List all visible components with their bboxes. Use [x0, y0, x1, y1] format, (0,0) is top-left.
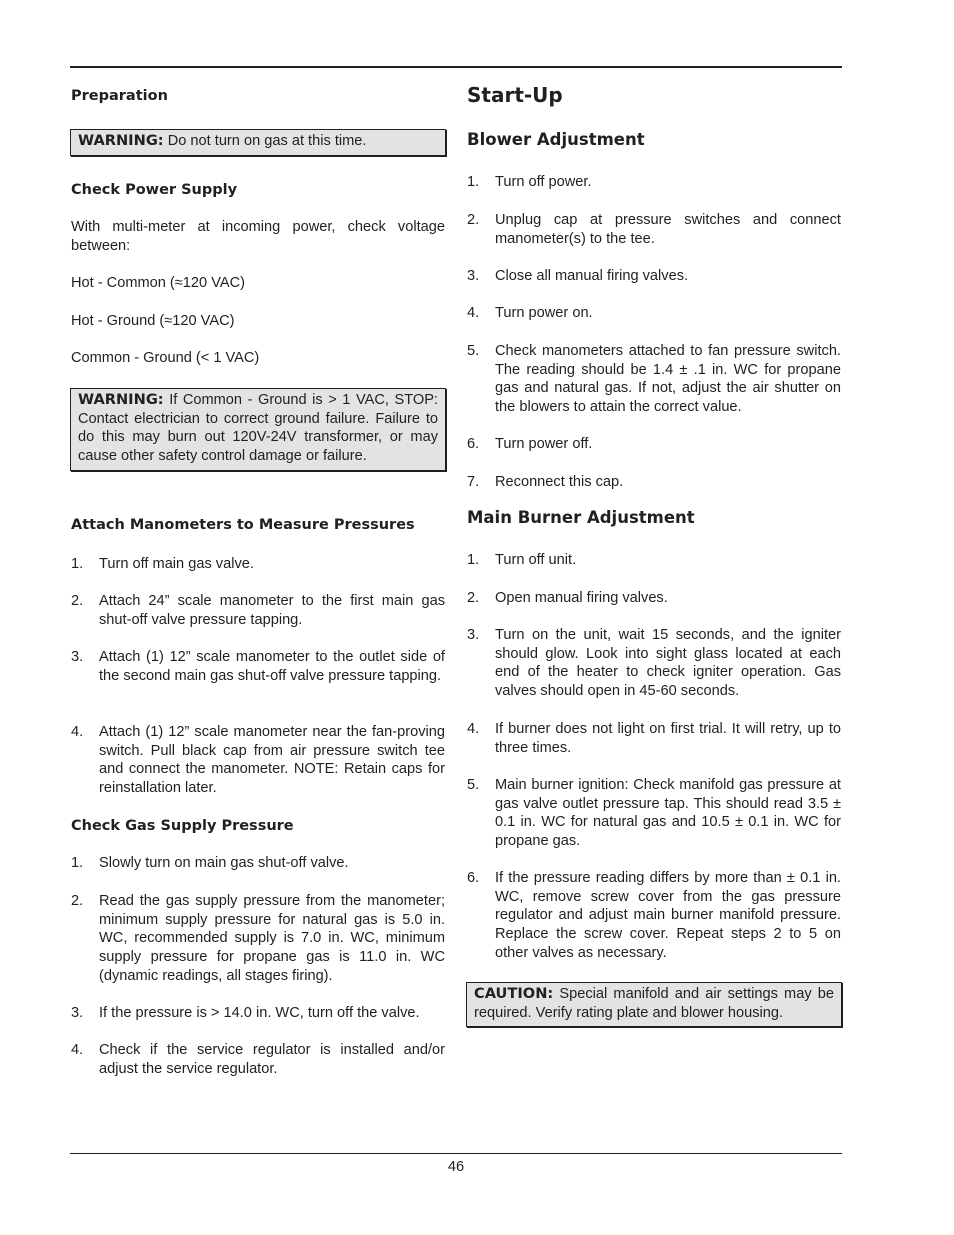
list-item: 1. Turn off main gas valve. — [71, 556, 254, 572]
list-item: 1. Turn off power. — [467, 174, 592, 190]
warning-label: WARNING: — [78, 132, 164, 149]
list-item: 5. Main burner ignition: Check manifold gas pressure at gas valve outlet pressure tap. This should read 3.5 ± 0.1 in. WC for natural gas and 10.5 ± 0.1 in. WC for propane gas. — [467, 777, 841, 850]
voltage-line: Hot - Ground (≈120 VAC) — [71, 313, 235, 329]
check-power-heading: Check Power Supply — [71, 182, 238, 198]
bottom-rule — [70, 1153, 842, 1154]
list-item: 6. If the pressure reading differs by more than ± 0.1 in. WC, remove screw cover from the gas pressure regulator and adjust main burner manifold pressure. Replace the screw cover. Repeat steps 2 to 5 on other valves as necessary. — [467, 870, 841, 961]
voltage-line: Hot - Common (≈120 VAC) — [71, 275, 245, 291]
list-item: 2. Open manual firing valves. — [467, 590, 668, 606]
top-rule — [70, 66, 842, 68]
list-item: 3. Close all manual firing valves. — [467, 268, 689, 284]
blower-heading: Blower Adjustment — [467, 130, 645, 149]
list-item: 3. If the pressure is > 14.0 in. WC, turn off the valve. — [71, 1005, 420, 1021]
list-item: 6. Turn power off. — [467, 436, 593, 452]
caution-box — [466, 982, 842, 1027]
warning-text: If Common - Ground is > 1 VAC, STOP: Contact electrician to correct ground failure. Failure to do this may burn out 120V-24V transformer, or may cause other safety control damage or failure. — [78, 392, 438, 465]
list-item: 1. Turn off unit. — [467, 552, 577, 568]
list-item: 4. Turn power on. — [467, 305, 593, 321]
gas-supply-heading: Check Gas Supply Pressure — [71, 818, 294, 834]
warning-label: WARNING: — [78, 391, 164, 408]
list-item: 2. Read the gas supply pressure from the manometer; minimum supply pressure for natural gas is 5.0 in. WC, recommended supply is 7.0 in. WC, minimum supply pressure for propane gas is 11.0 in. WC (dynamic readings, all stages firing). — [71, 893, 445, 984]
burner-heading: Main Burner Adjustment — [467, 508, 695, 527]
list-item: 3. Attach (1) 12” scale manometer to the outlet side of the second main gas shut-off valve pressure tapping. — [71, 649, 445, 684]
warning-text: Do not turn on gas at this time. — [163, 133, 367, 149]
list-item: 1. Slowly turn on main gas shut-off valve. — [71, 855, 349, 871]
list-item: 5. Check manometers attached to fan pressure switch. The reading should be 1.4 ± .1 in. WC for propane gas and natural gas. If not, adjust the air shutter on the blowers to attain the correct value. — [467, 343, 841, 416]
manometers-heading: Attach Manometers to Measure Pressures — [71, 517, 415, 533]
list-item: 2. Unplug cap at pressure switches and connect manometer(s) to the tee. — [467, 212, 841, 247]
list-item: 4. If burner does not light on first trial. It will retry, up to three times. — [467, 721, 841, 756]
caution-label: CAUTION: — [474, 985, 554, 1002]
warning-box-ground — [70, 388, 446, 471]
check-power-intro: With multi-meter at incoming power, check voltage between: — [71, 219, 445, 254]
page-number: 46 — [447, 1159, 465, 1175]
list-item: 4. Check if the service regulator is installed and/or adjust the service regulator. — [71, 1042, 445, 1077]
list-item: 7. Reconnect this cap. — [467, 474, 624, 490]
caution-text: Special manifold and air settings may be required. Verify rating plate and blower housing. — [474, 986, 834, 1021]
list-item: 3. Turn on the unit, wait 15 seconds, and the igniter should glow. Look into sight glass located at each end of the heater to check igniter operation. Gas valves should open in 45-60 seconds. — [467, 627, 841, 700]
voltage-line: Common - Ground (< 1 VAC) — [71, 350, 260, 366]
list-item: 2. Attach 24” scale manometer to the first main gas shut-off valve pressure tapping. — [71, 593, 445, 628]
list-item: 4. Attach (1) 12” scale manometer near the fan-proving switch. Pull black cap from air pressure switch tee and connect the manometer. NOTE: Retain caps for reinstallation later. — [71, 724, 445, 797]
warning-box-gas — [70, 129, 446, 156]
page-title: Start-Up — [467, 83, 563, 107]
preparation-heading: Preparation — [71, 88, 168, 104]
